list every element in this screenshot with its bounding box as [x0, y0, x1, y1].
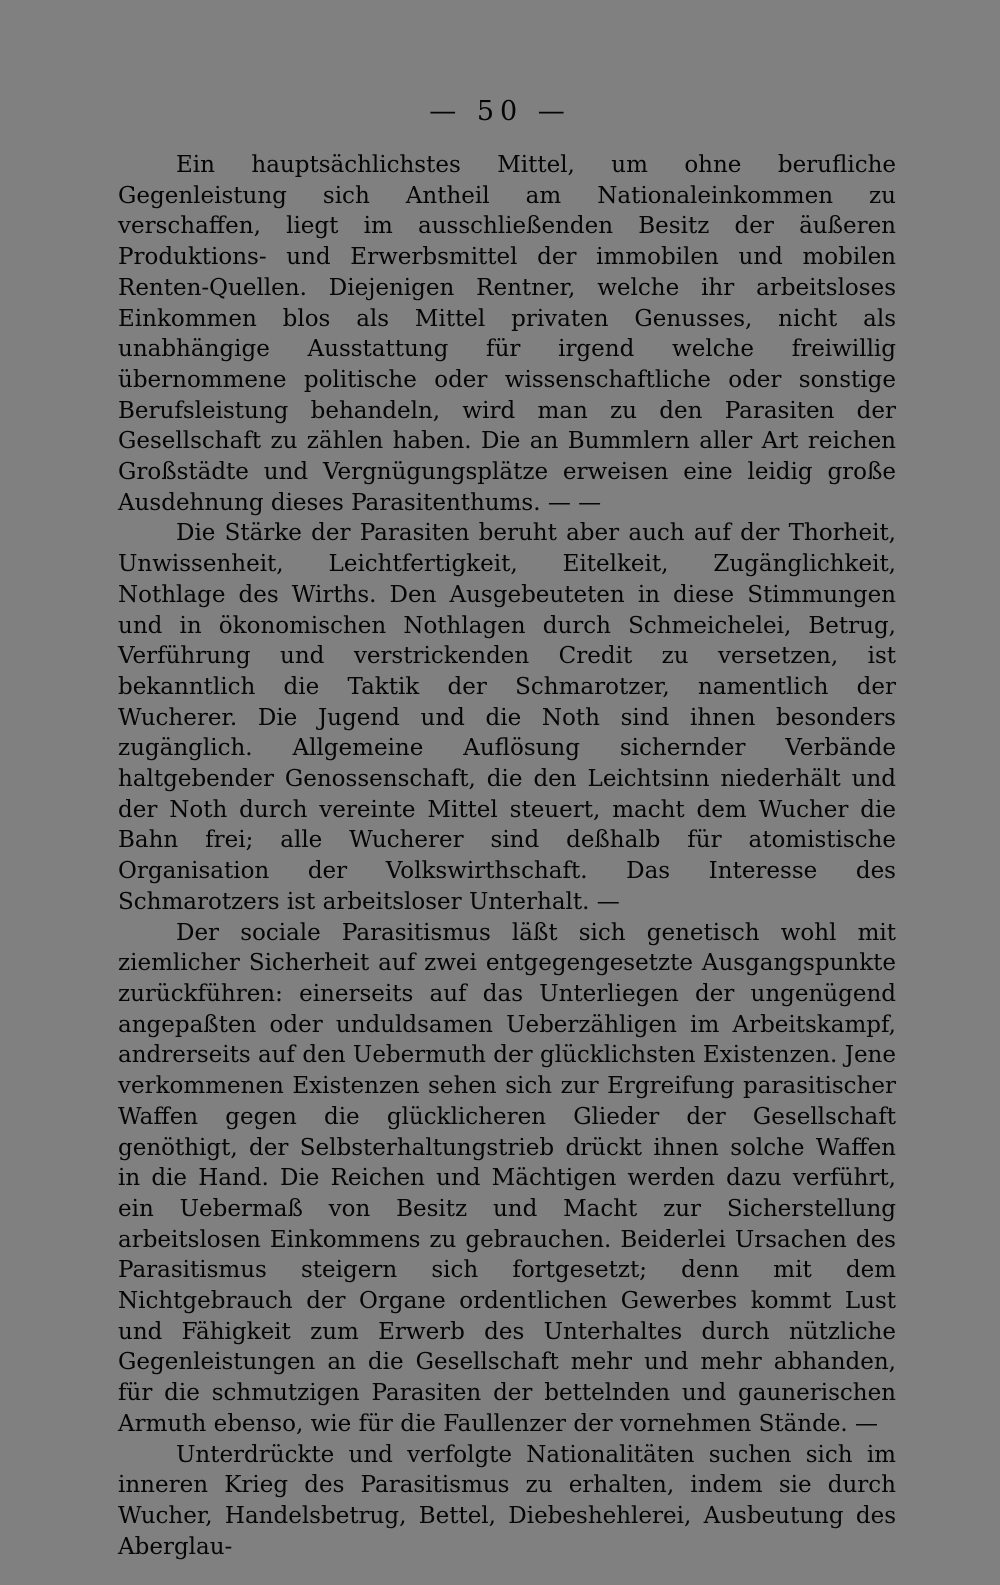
- body-text: [118, 150, 896, 1562]
- page-number: — 50 —: [429, 96, 571, 127]
- paragraph-3: Der sociale Parasitismus läßt sich genetisch wohl mit ziemlicher Sicherheit auf zwei entgegengesetzte Ausgangspunkte zurückführen: einerseits auf das Unterliegen der ungenügend angepaßten oder unduldsamen Ueberzähligen im Arbeitskampf, andrerseits auf den Uebermuth der glücklichsten Existenzen. Jene verkommenen Existenzen sehen sich zur Ergreifung parasitischer Waffen gegen die glücklicheren Glieder der Gesellschaft genöthigt, der Selbsterhaltungstrieb drückt ihnen solche Waffen in die Hand. Die Reichen und Mächtigen werden dazu verführt, ein Uebermaß von Besitz und Macht zur Sicherstellung arbeitslosen Einkommens zu gebrauchen. Beiderlei Ursachen des Parasitismus steigern sich fortgesetzt; denn mit dem Nichtgebrauch der Organe ordentlichen Gewerbes kommt Lust und Fähigkeit zum Erwerb des Unterhaltes durch nützliche Gegenleistungen an die Gesellschaft mehr und mehr abhanden, für die schmutzigen Parasiten der bettelnden und gaunerischen Armuth ebenso, wie für die Faullenzer der vornehmen Stände. —: [118, 919, 896, 1437]
- paragraph-2: Die Stärke der Parasiten beruht aber auch auf der Thorheit, Unwissenheit, Leichtfertigkeit, Eitelkeit, Zugänglichkeit, Nothlage des Wirths. Den Ausgebeuteten in diese Stimmungen und in ökonomischen Nothlagen durch Schmeichelei, Betrug, Verführung und verstrickenden Credit zu versetzen, ist bekanntlich die Taktik der Schmarotzer, namentlich der Wucherer. Die Jugend und die Noth sind ihnen besonders zugänglich. Allgemeine Auflösung sichernder Verbände haltgebender Genossenschaft, die den Leichtsinn niederhält und der Noth durch vereinte Mittel steuert, macht dem Wucher die Bahn frei; alle Wucherer sind deßhalb für atomistische Organisation der Volkswirthschaft. Das Interesse des Schmarotzers ist arbeitsloser Unterhalt. —: [118, 520, 896, 915]
- paragraph-4: Unterdrückte und verfolgte Nationalitäten suchen sich im inneren Krieg des Parasitismus zu erhalten, indem sie durch Wucher, Handelsbetrug, Bettel, Diebeshehlerei, Ausbeutung des Aberglau-: [118, 1441, 896, 1560]
- paragraph-1: Ein hauptsächlichstes Mittel, um ohne berufliche Gegenleistung sich Antheil am Nationaleinkommen zu verschaffen, liegt im ausschließenden Besitz der äußeren Produktions- und Erwerbsmittel der immobilen und mobilen Renten-Quellen. Diejenigen Rentner, welche ihr arbeitsloses Einkommen blos als Mittel privaten Genusses, nicht als unabhängige Ausstattung für irgend welche freiwillig übernommene politische oder wissenschaftliche oder sonstige Berufsleistung behandeln, wird man zu den Parasiten der Gesellschaft zu zählen haben. Die an Bummlern aller Art reichen Großstädte und Vergnügungsplätze erweisen eine leidig große Ausdehnung dieses Parasitenthums. — —: [118, 152, 896, 516]
